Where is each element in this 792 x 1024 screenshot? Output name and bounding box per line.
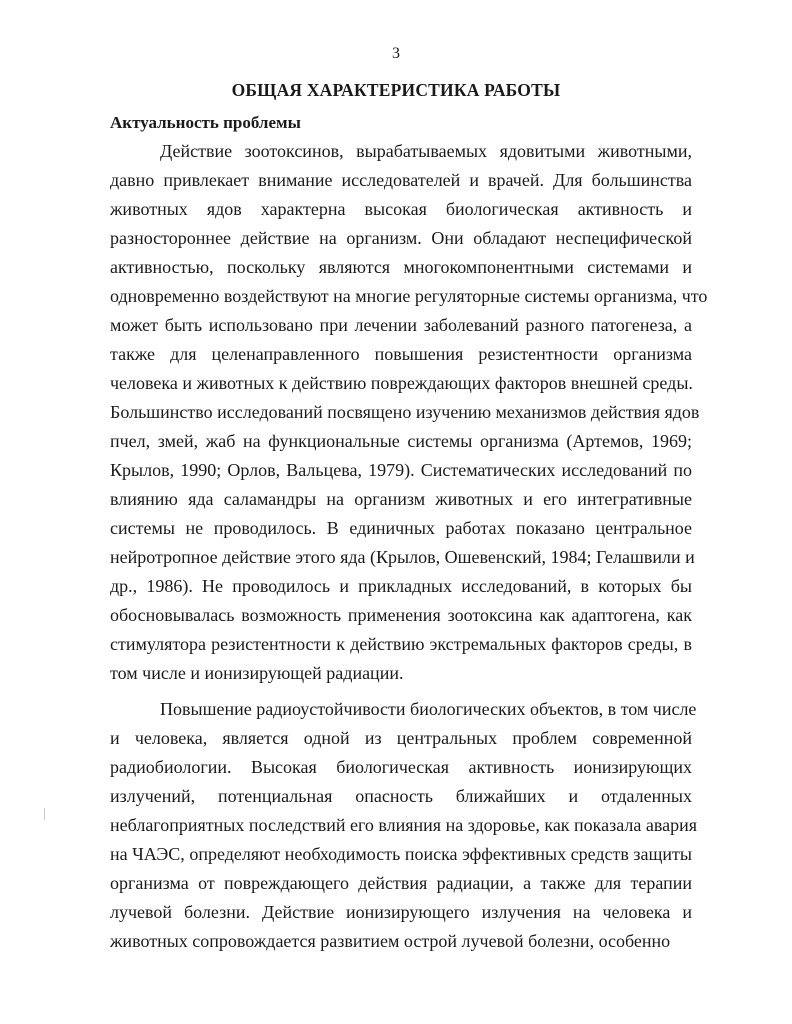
text-line: может быть использовано при лечении заболеваний разного патогенеза, а bbox=[110, 315, 692, 335]
scan-mark bbox=[44, 808, 45, 820]
text-line: животных сопровождается развитием острой лучевой болезни, особенно bbox=[110, 931, 671, 951]
text-line: Действие зоотоксинов, вырабатываемых ядовитыми животными, bbox=[160, 141, 692, 161]
text-line: системы не проводилось. В единичных работах показано центральное bbox=[110, 518, 692, 538]
text-line: радиобиологии. Высокая биологическая активность ионизирующих bbox=[110, 757, 692, 777]
document-title: ОБЩАЯ ХАРАКТЕРИСТИКА РАБОТЫ bbox=[231, 80, 561, 100]
text-line: и человека, является одной из центральных проблем современной bbox=[110, 728, 692, 748]
text-line: Крылов, 1990; Орлов, Вальцева, 1979). Систематических исследований по bbox=[110, 460, 692, 480]
text-line: влиянию яда саламандры на организм животных и его интегративные bbox=[110, 489, 692, 509]
text-line: пчел, змей, жаб на функциональные системы организма (Артемов, 1969; bbox=[110, 431, 692, 451]
text-line: том числе и ионизирующей радиации. bbox=[110, 663, 404, 683]
text-line: давно привлекает внимание исследователей и врачей. Для большинства bbox=[110, 170, 692, 190]
text-line: также для целенаправленного повышения резистентности организма bbox=[110, 344, 692, 364]
text-line: Большинство исследований посвящено изучению механизмов действия ядов bbox=[110, 402, 700, 422]
text-line: нейротропное действие этого яда (Крылов, Ошевенский, 1984; Гелашвили и bbox=[110, 547, 695, 567]
text-line: неблагоприятных последствий его влияния на здоровье, как показала авария bbox=[110, 815, 698, 835]
text-line: разностороннее действие на организм. Они обладают неспецифической bbox=[110, 228, 692, 248]
text-line: Повышение радиоустойчивости биологических объектов, в том числе bbox=[160, 699, 697, 719]
text-line: др., 1986). Не проводилось и прикладных исследований, в которых бы bbox=[110, 576, 692, 596]
page-number: 3 bbox=[392, 45, 400, 62]
text-line: излучений, потенциальная опасность ближайших и отдаленных bbox=[110, 786, 692, 806]
paragraph-relevance-1 bbox=[110, 137, 708, 688]
section-heading: Актуальность проблемы bbox=[110, 113, 301, 132]
text-line: одновременно воздействуют на многие регуляторные системы организма, что bbox=[110, 286, 708, 306]
paragraph-relevance-2 bbox=[110, 695, 698, 956]
text-line: стимулятора резистентности к действию экстремальных факторов среды, в bbox=[110, 634, 692, 654]
text-line: организма от повреждающего действия радиации, а также для терапии bbox=[110, 873, 692, 893]
text-line: лучевой болезни. Действие ионизирующего излучения на человека и bbox=[110, 902, 692, 922]
text-line: обосновывалась возможность применения зоотоксина как адаптогена, как bbox=[110, 605, 692, 625]
text-line: на ЧАЭС, определяют необходимость поиска эффективных средств защиты bbox=[110, 844, 692, 864]
text-line: человека и животных к действию повреждающих факторов внешней среды. bbox=[110, 373, 693, 393]
text-line: активностью, поскольку являются многокомпонентными системами и bbox=[110, 257, 692, 277]
text-line: животных ядов характерна высокая биологическая активность и bbox=[110, 199, 692, 219]
